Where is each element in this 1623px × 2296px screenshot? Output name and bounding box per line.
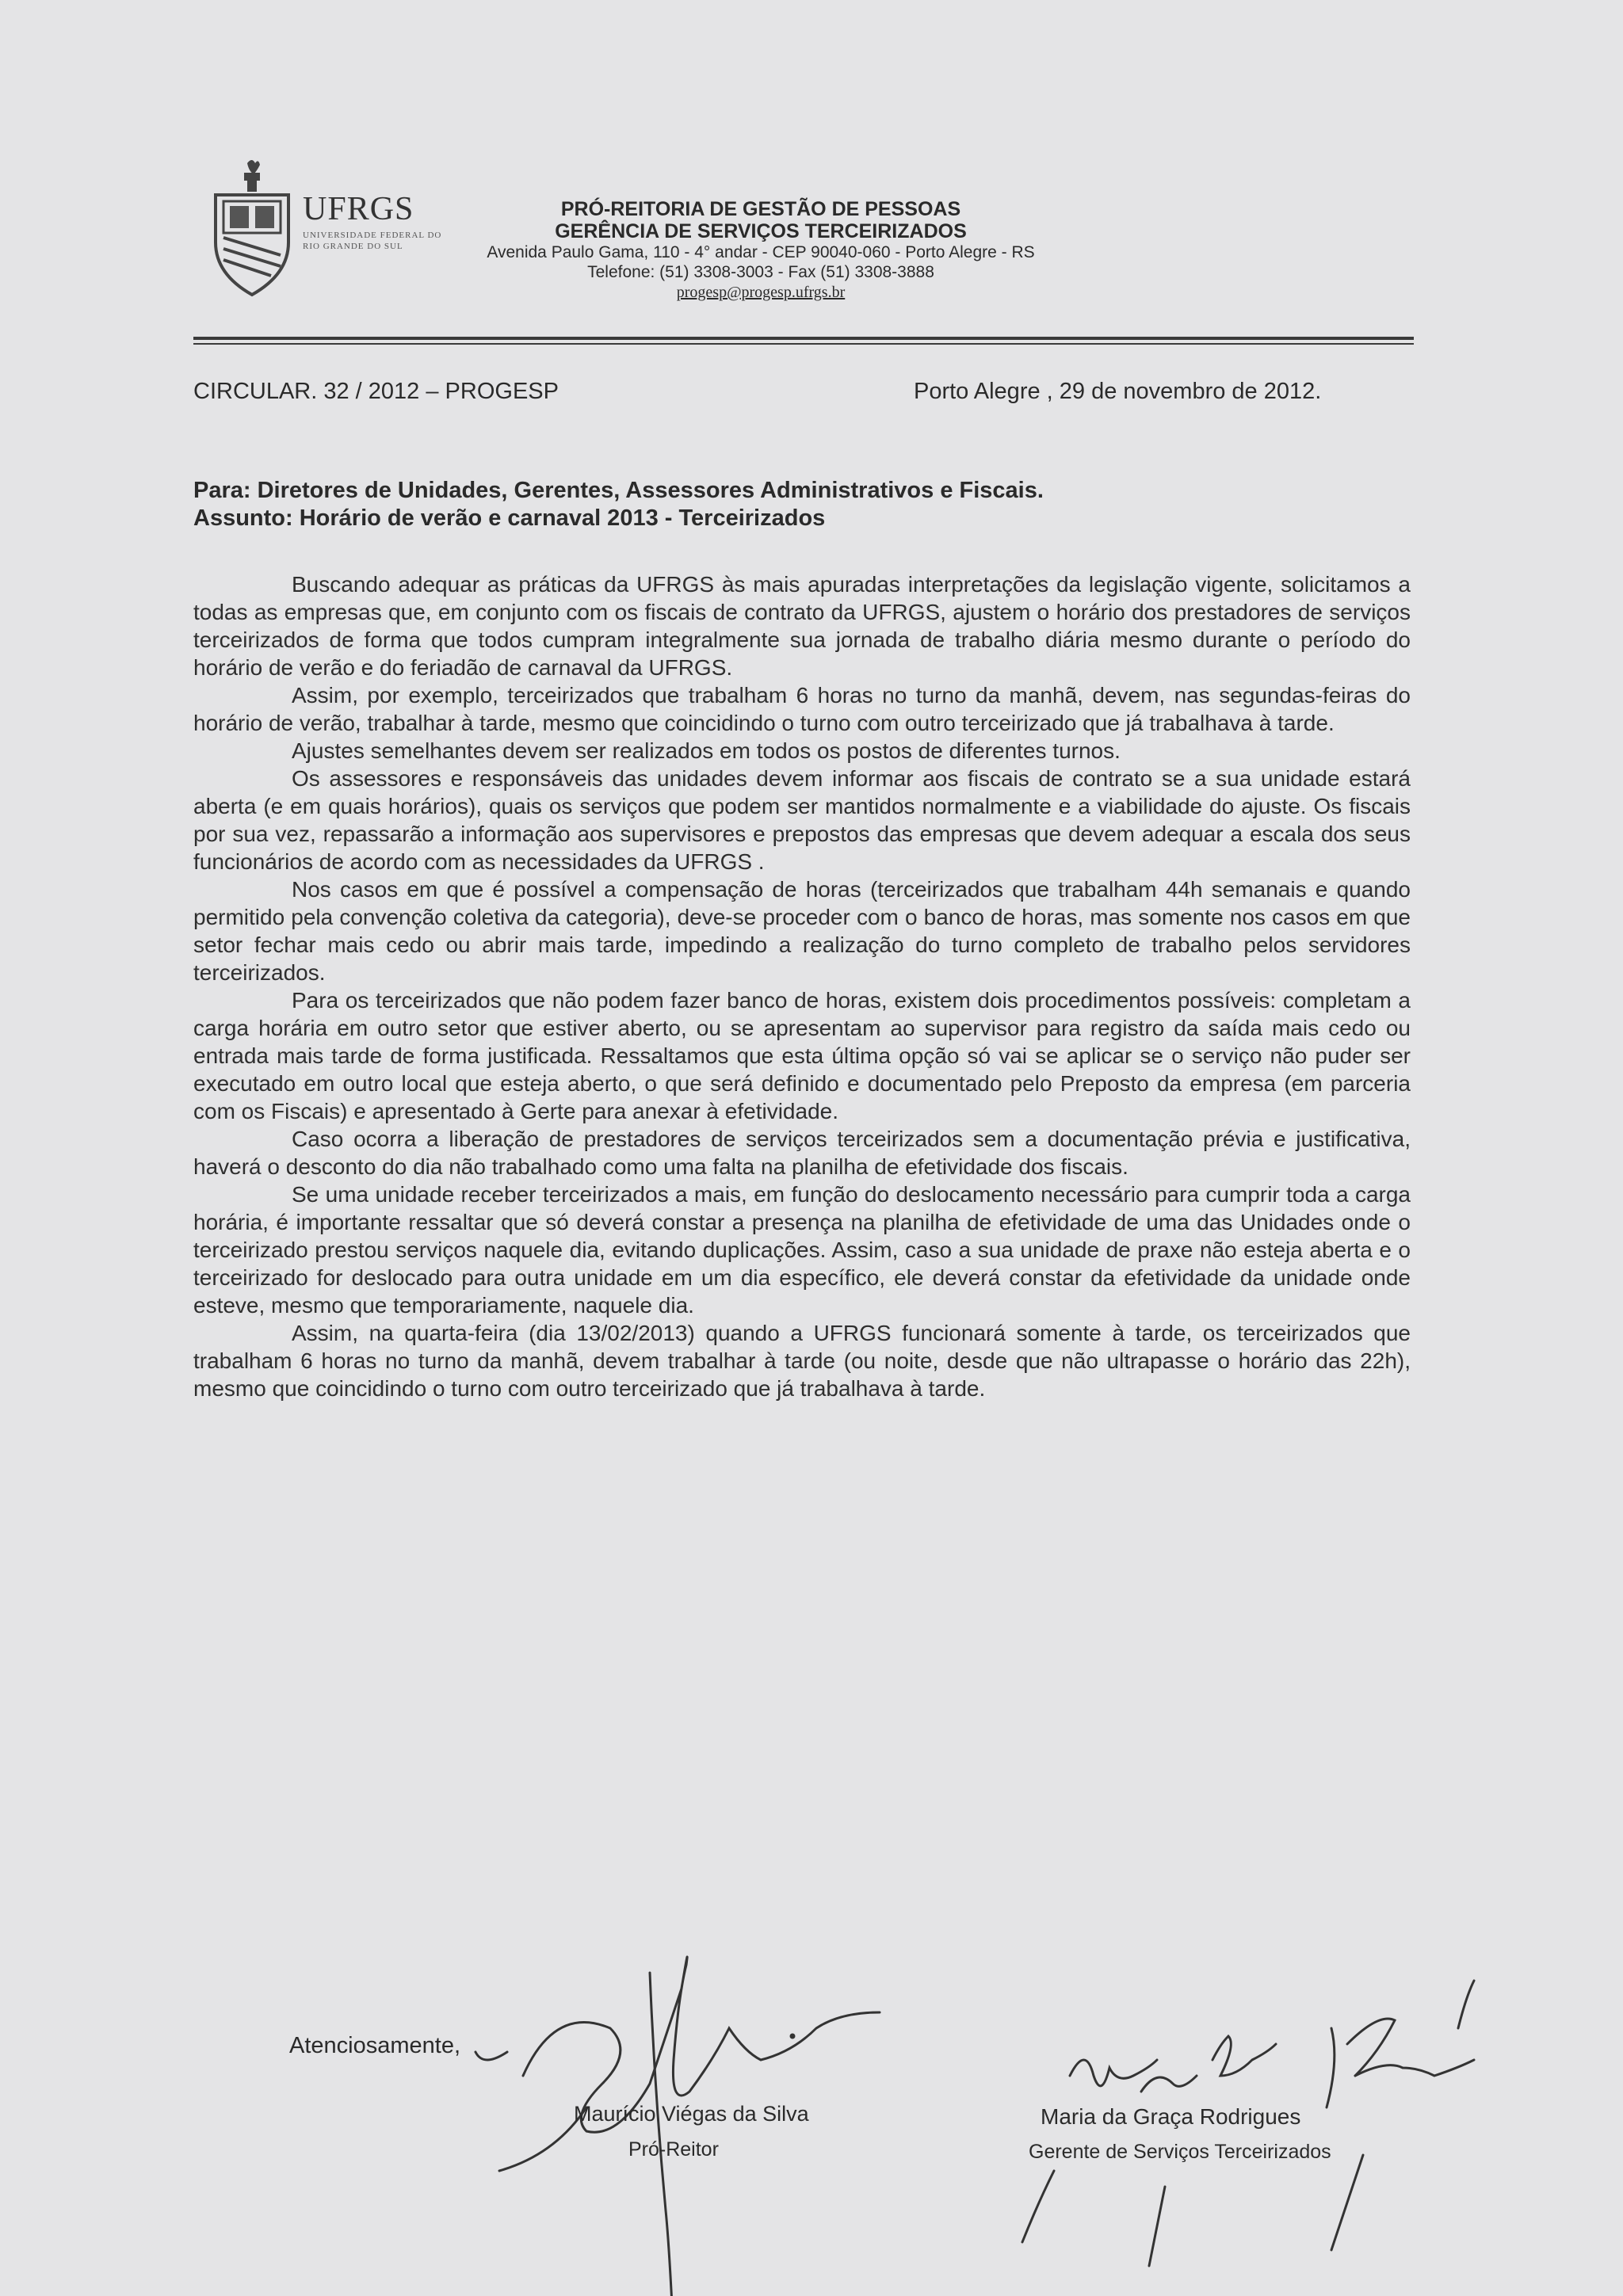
signatory-1-title: Pró-Reitor <box>628 2138 719 2161</box>
paragraph: Buscando adequar as práticas da UFRGS às mais apuradas interpretações da legislação vigente, solicitamos a todas as empresas que, em conjunto com os fiscais de contrato da UFRGS, ajustem o horário dos prestadores de serviços terceirizados de forma que todos cumpram integralmente sua jornada de trabalho diária mesmo durante o período do horário de verão e do feriadão de carnaval da UFRGS. <box>193 572 1411 680</box>
letter-body <box>193 570 1411 1402</box>
header-rule <box>193 337 1414 340</box>
logo-name: UFRGS <box>303 191 414 227</box>
closing-salutation: Atenciosamente, <box>289 2033 461 2058</box>
recipients-line: Para: Diretores de Unidades, Gerentes, Assessores Administrativos e Fiscais. <box>193 478 1044 503</box>
paragraph: Ajustes semelhantes devem ser realizados em todos os postos de diferentes turnos. <box>292 738 1121 763</box>
signatory-1-name: Maurício Viégas da Silva <box>574 2102 809 2126</box>
paragraph: Assim, na quarta-feira (dia 13/02/2013) quando a UFRGS funcionará somente à tarde, os terceirizados que trabalham 6 horas no turno da manhã, devem trabalhar à tarde (ou noite, desde que não ultrapasse o horário das 22h), mesmo que coincidindo o turno com outro terceirizado que já trabalhava à tarde. <box>193 1321 1411 1401</box>
signatory-2-name: Maria da Graça Rodrigues <box>1041 2104 1301 2129</box>
paragraph: Os assessores e responsáveis das unidades devem informar aos fiscais de contrato se a sua unidade estará aberta (e em quais horários), quais os serviços que podem ser mantidos normalmente e a viabilidade do ajuste. Os fiscais por sua vez, repassarão a informação aos supervisores e prepostos das empresas que devem adequar a escala dos seus funcionários de acordo com as necessidades da UFRGS . <box>193 766 1411 874</box>
paragraph: Assim, por exemplo, terceirizados que trabalham 6 horas no turno da manhã, devem, nas segundas-feiras do horário de verão, trabalhar à tarde, mesmo que coincidindo o turno com outro terceirizado que já trabalhava à tarde. <box>193 683 1411 735</box>
subject-line: Assunto: Horário de verão e carnaval 2013 - Terceirizados <box>193 505 826 531</box>
signatory-2-title: Gerente de Serviços Terceirizados <box>1029 2141 1331 2163</box>
logo-subtitle: UNIVERSIDADE FEDERAL DO RIO GRANDE DO SUL <box>303 231 442 251</box>
letterhead <box>444 198 1078 303</box>
shield-icon <box>212 155 292 298</box>
paragraph: Se uma unidade receber terceirizados a mais, em função do deslocamento necessário para cumprir toda a carga horária, é importante ressaltar que só deverá constar a presença na planilha de efetividade de uma das Unidades onde o terceirizado prestou serviços naquele dia, evitando duplicações. Assim, caso a sua unidade de praxe não esteja aberta e o terceirizado for deslocado para outra unidade em um dia específico, ele deverá constar da efetividade da unidade onde esteve, mesmo que temporariamente, naquele dia. <box>193 1182 1411 1318</box>
header-line-1: PRÓ-REITORIA DE GESTÃO DE PESSOAS <box>560 198 961 220</box>
header-email: progesp@progesp.ufrgs.br <box>676 284 846 301</box>
ufrgs-logo <box>212 155 450 298</box>
header-line-2: GERÊNCIA DE SERVIÇOS TERCEIRIZADOS <box>555 220 967 242</box>
paragraph: Caso ocorra a liberação de prestadores de serviços terceirizados sem a documentação prévia e justificativa, haverá o desconto do dia não trabalhado como uma falta na planilha de efetividade dos fiscais. <box>193 1127 1411 1179</box>
paragraph: Para os terceirizados que não podem fazer banco de horas, existem dois procedimentos possíveis: completam a carga horária em outro setor que estiver aberto, ou se apresentam ao supervisor para registro da saída mais cedo ou entrada mais tarde de forma justificada. Ressaltamos que esta última opção só vai se aplicar se o serviço não puder ser executado em outro local que esteja aberto, o que será definido e documentado pelo Preposto da empresa (em parceria com os Fiscais) e apresentado à Gerte para anexar à efetividade. <box>193 988 1411 1123</box>
place-date: Porto Alegre , 29 de novembro de 2012. <box>914 379 1322 404</box>
circular-number: CIRCULAR. 32 / 2012 – PROGESP <box>193 379 559 404</box>
header-rule-thin <box>193 343 1414 345</box>
header-address: Avenida Paulo Gama, 110 - 4° andar - CEP 90040-060 - Porto Alegre - RS <box>487 243 1035 261</box>
paragraph: Nos casos em que é possível a compensação de horas (terceirizados que trabalham 44h semanais e quando permitido pela convenção coletiva da categoria), deve-se proceder com o banco de horas, mas somente nos casos em que setor fechar mais cedo ou abrir mais tarde, impedindo a realização do turno completo de trabalho pelos servidores terceirizados. <box>193 877 1411 985</box>
header-phone: Telefone: (51) 3308-3003 - Fax (51) 3308-3888 <box>587 263 934 281</box>
